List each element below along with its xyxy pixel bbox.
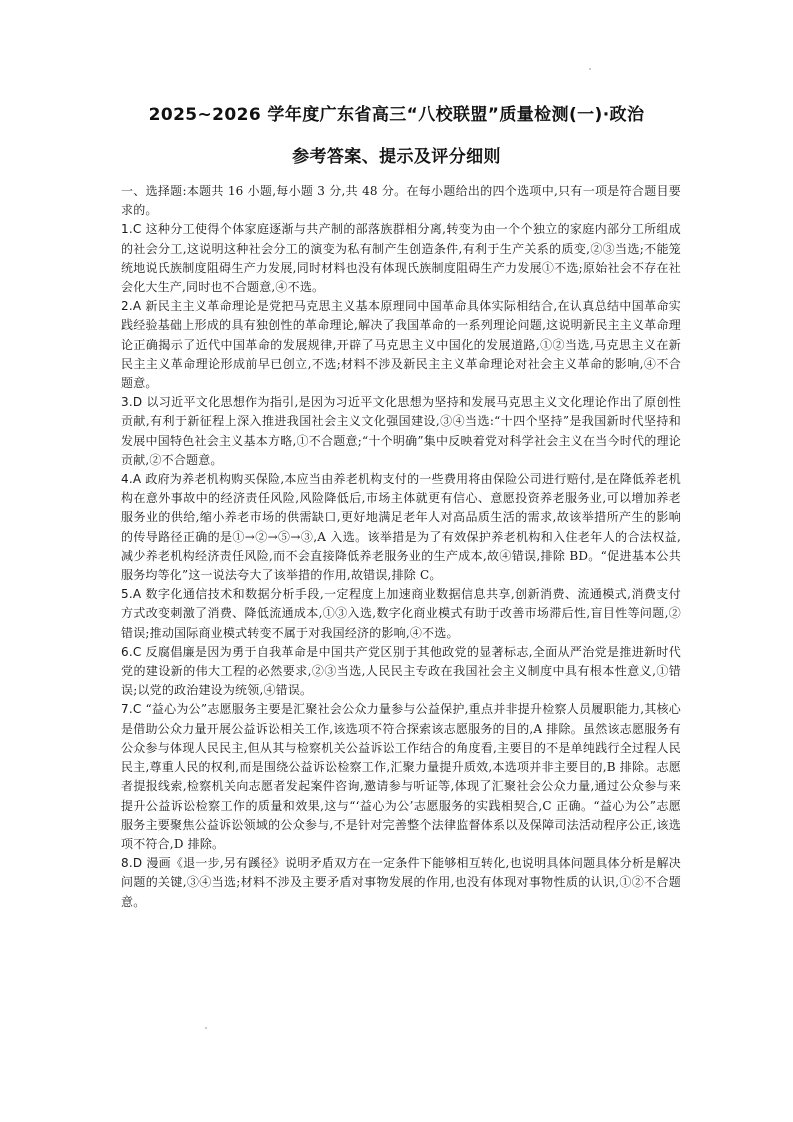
answer-explanation: 反腐倡廉是因为勇于自我革命是中国共产党区别于其他政党的显著标志,全面从严治党是推进新时代党的建设新的伟大工程的必然要求,②③当选,人民民主专政在我国社会主义制度中具有根本性意义,①错误;以党的政治建设为统领,④错误。: [121, 644, 681, 698]
scan-speck: [589, 68, 591, 70]
answer-explanation: 数字化通信技术和数据分析手段,一定程度上加速商业数据信息共享,创新消费、流通模式,消费支付方式改变刺激了消费、降低流通成本,①③入选,数字化商业模式有助于改善市场滞后性,盲目性等问题,②错误;推动国际商业模式转变不属于对我国经济的影响,④不选。: [121, 587, 681, 640]
answer-explanation: 新民主主义革命理论是党把马克思主义基本原理同中国革命具体实际相结合,在认真总结中国革命实践经验基础上形成的具有独创性的革命理论,解决了我国革命的一系列理论问题,这说明新民主主义革命理论正确揭示了近代中国革命的发展规律,开辟了马克思主义中国化的发展道路,①②当选,马克思主义在新民主主义革命理论形成前早已创立,不选;材料不涉及新民主主义革命理论对社会主义革命的影响,④不合题意。: [121, 299, 682, 391]
answer-key: 6.C: [121, 644, 142, 659]
answer-item-2: [121, 297, 681, 393]
answer-key: 1.C: [121, 222, 142, 237]
answer-item-6: [121, 643, 681, 701]
answer-key: 8.D: [121, 856, 143, 871]
answer-item-1: [121, 220, 681, 297]
answer-key: 2.A: [121, 299, 142, 314]
answer-key: 5.A: [121, 587, 142, 602]
answer-explanation: 漫画《退一步,另有蹊径》说明矛盾双方在一定条件下能够相互转化,也说明具体问题具体分析是解决问题的关键,③④当选;材料不涉及主要矛盾对事物发展的作用,也没有体现对事物性质的认识,①②不合题意。: [121, 856, 681, 909]
page-title: 2025~2026 学年度广东省高三“八校联盟”质量检测(一)·政治: [148, 105, 645, 125]
answer-explanation: 政府为养老机构购买保险,本应当由养老机构支付的一些费用将由保险公司进行赔付,是在降低养老机构在意外事故中的经济责任风险,风险降低后,市场主体就更有信心、意愿投资养老服务业,可以增加养老服务业的供给,缩小养老市场的供需缺口,更好地满足老年人对高品质生活的需求,故该举措所产生的影响的传导路径正确的是①→②→⑤→③,A 入选。该举措是为了有效保护养老机构和入住老年人的合法权益,减少养老机构经济责任风险,而不会直接降低养老服务业的生产成本,故④错误,排除 BD。“促进基本公共服务均等化”这一说法夸大了该举措的作用,故错误,排除 C。: [121, 472, 682, 583]
answer-item-3: [121, 393, 681, 470]
answer-item-5: [121, 585, 681, 643]
scan-speck: [205, 1027, 207, 1029]
answer-content: [121, 182, 681, 912]
answer-explanation: 以习近平文化思想作为指引,是因为习近平文化思想为坚持和发展马克思主义文化理论作出了原创性贡献,有利于新征程上深入推进我国社会主义文化强国建设,③④当选:“十四个坚持”是我国新时代坚持和发展中国特色社会主义基本方略,①不合题意;“十个明确”集中反映着党对科学社会主义在当今时代的理论贡献,②不合题意。: [121, 395, 681, 467]
answer-key: 4.A: [121, 472, 142, 487]
answer-key: 3.D: [121, 395, 143, 410]
section-intro: 一、选择题:本题共 16 小题,每小题 3 分,共 48 分。在每小题给出的四个选项中,只有一项是符合题目要求的。: [121, 184, 681, 218]
answer-key: 7.C: [121, 702, 142, 717]
answer-explanation: “益心为公”志愿服务主要是汇聚社会公众力量参与公益保护,重点并非提升检察人员履职能力,其核心是借助公众力量开展公益诉讼相关工作,该选项不符合探索该志愿服务的目的,A 排除。虽然该志愿服务有公众参与体现人民民主,但从其与检察机关公益诉讼工作结合的角度看,主要目的不是单纯践行全过程人民民主,尊重人民的权利,而是围绕公益诉讼检察工作,汇聚力量提升质效,本选项并非主要目的,B 排除。志愿者提报线索,检察机关向志愿者发起案件咨询,邀请参与听证等,体现了汇聚社会公众力量,通过公众参与来提升公益诉讼检察工作的质量和效果,这与“‘益心为公’志愿服务的实践相契合,C 正确。“益心为公”志愿服务主要聚焦公益诉讼领域的公众参与,不是针对完善整个法律监督体系以及保障司法活动程序公正,该选项不符合,D 排除。: [121, 702, 682, 851]
answer-item-7: [121, 700, 681, 854]
page-subtitle: 参考答案、提示及评分细则: [292, 147, 501, 167]
answer-explanation: 这种分工使得个体家庭逐渐与共产制的部落族群相分离,转变为由一个个独立的家庭内部分工所组成的社会分工,这说明这种社会分工的演变为私有制产生创造条件,有利于生产关系的质变,②③当选;不能笼统地说氏族制度阻碍生产力发展,同时材料也没有体现氏族制度阻碍生产力发展①不选;原始社会不存在社会化大生产,同时也不合题意,④不选。: [121, 222, 681, 295]
answer-item-8: [121, 854, 681, 912]
answer-item-4: [121, 470, 681, 585]
